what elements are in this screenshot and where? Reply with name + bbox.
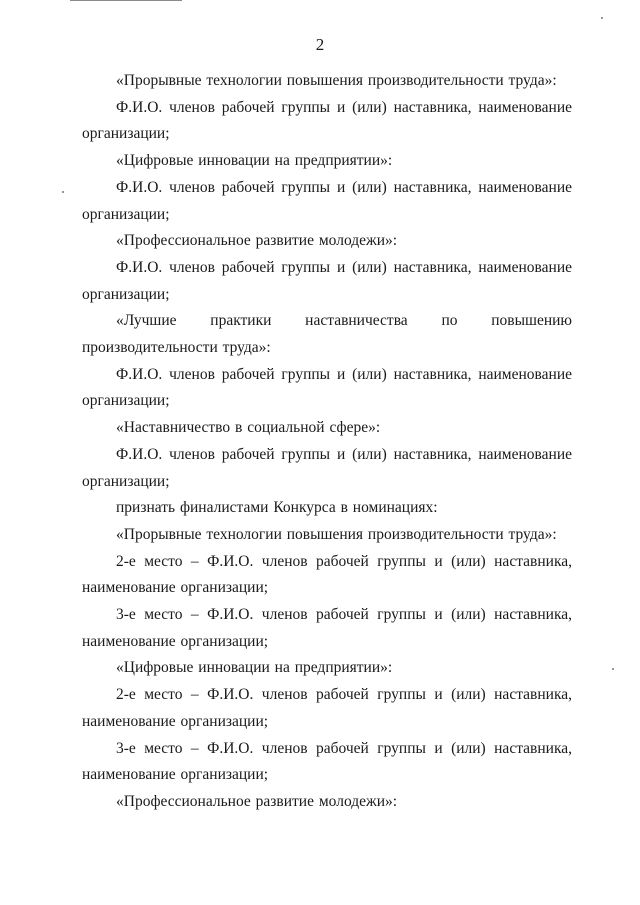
nominee-entry: Ф.И.О. членов рабочей группы и (или) наставника, наименование организации;: [82, 178, 572, 223]
nominee-entry: Ф.И.О. членов рабочей группы и (или) наставника, наименование организации;: [82, 365, 572, 410]
finalist-entry: 3-е место – Ф.И.О. членов рабочей группы и (или) наставника, наименование организации;: [82, 739, 572, 784]
nominee-entry: Ф.И.О. членов рабочей группы и (или) наставника, наименование организации;: [82, 445, 572, 490]
nomination-title: «Профессиональное развитие молодежи»:: [116, 792, 398, 810]
nomination-title: «Прорывные технологии повышения производительности труда»:: [116, 525, 557, 543]
finalist-entry: 3-е место – Ф.И.О. членов рабочей группы и (или) наставника, наименование организации;: [82, 606, 572, 650]
page-number: 2: [315, 35, 325, 54]
document-body: [82, 68, 572, 816]
scan-speck: [62, 191, 64, 193]
scan-speck: [612, 668, 614, 670]
scan-edge-mark: [70, 0, 182, 1]
nomination-title: «Цифровые инновации на предприятии»:: [116, 152, 393, 170]
finalist-entry: 2-е место – Ф.И.О. членов рабочей группы и (или) наставника, наименование организации;: [82, 686, 572, 730]
nomination-title: «Лучшие практики наставничества по повышению производительности труда»:: [82, 312, 572, 357]
nomination-title: «Профессиональное развитие молодежи»:: [116, 232, 398, 250]
finalists-heading: признать финалистами Конкурса в номинациях:: [116, 499, 438, 517]
nominee-entry: Ф.И.О. членов рабочей группы и (или) наставника, наименование организации;: [82, 98, 572, 143]
finalist-entry: 2-е место – Ф.И.О. членов рабочей группы и (или) наставника, наименование организации;: [82, 552, 572, 597]
nomination-title: «Прорывные технологии повышения производительности труда»:: [116, 72, 557, 89]
nomination-title: «Цифровые инновации на предприятии»:: [116, 659, 393, 677]
nominee-entry: Ф.И.О. членов рабочей группы и (или) наставника, наименование организации;: [82, 258, 572, 303]
nomination-title: «Наставничество в социальной сфере»:: [116, 419, 381, 437]
scan-speck: [601, 17, 603, 19]
